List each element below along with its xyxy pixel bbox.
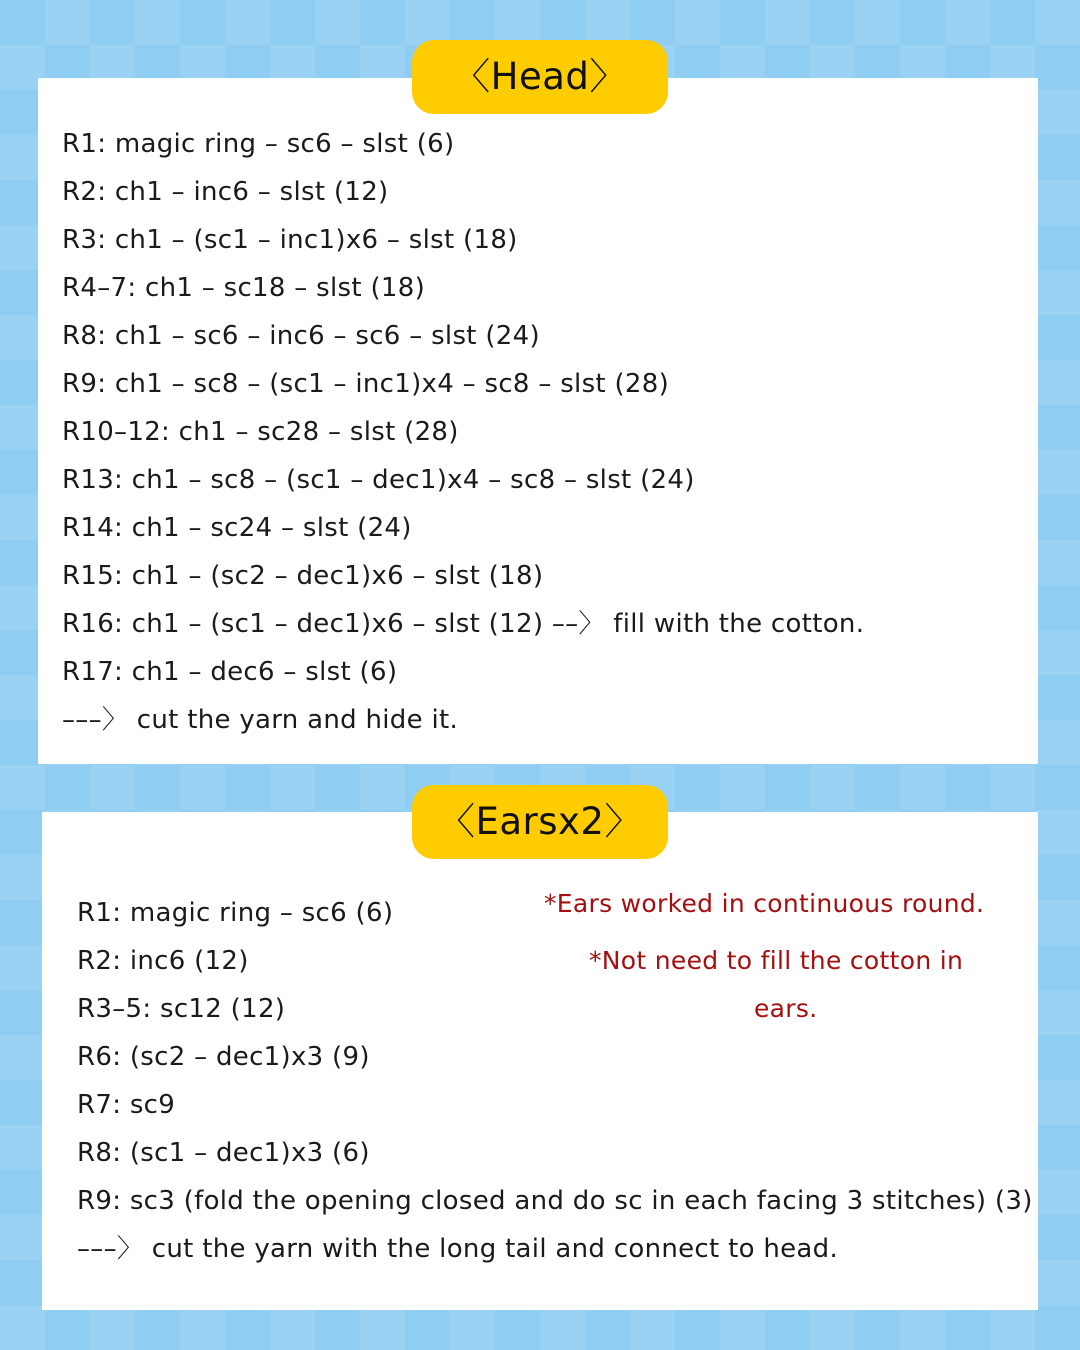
head-row: –––〉 cut the yarn and hide it. (62, 705, 459, 735)
head-row: R2: ch1 – inc6 – slst (12) (62, 177, 389, 207)
head-row: R8: ch1 – sc6 – inc6 – sc6 – slst (24) (62, 321, 540, 351)
ears-note: ears. (754, 994, 818, 1023)
head-row: R15: ch1 – (sc2 – dec1)x6 – slst (18) (62, 561, 544, 591)
head-section-title: 〈Head〉 (412, 40, 668, 114)
ears-section-title: 〈Earsx2〉 (412, 785, 668, 859)
ears-row: R1: magic ring – sc6 (6) (77, 898, 394, 928)
head-row: R14: ch1 – sc24 – slst (24) (62, 513, 412, 543)
ears-note: *Not need to fill the cotton in (589, 946, 964, 975)
ears-row: R6: (sc2 – dec1)x3 (9) (77, 1042, 370, 1072)
ears-row: R7: sc9 (77, 1090, 176, 1120)
head-row: R16: ch1 – (sc1 – dec1)x6 – slst (12) ––〉 fill with the cotton. (62, 609, 865, 639)
head-row: R4–7: ch1 – sc18 – slst (18) (62, 273, 426, 303)
head-row: R13: ch1 – sc8 – (sc1 – dec1)x4 – sc8 – slst (24) (62, 465, 695, 495)
ears-row: R9: sc3 (fold the opening closed and do sc in each facing 3 stitches) (3) (77, 1186, 1033, 1216)
ears-note: *Ears worked in continuous round. (544, 889, 985, 918)
head-row: R1: magic ring – sc6 – slst (6) (62, 129, 455, 159)
head-row: R17: ch1 – dec6 – slst (6) (62, 657, 398, 687)
ears-row: R3–5: sc12 (12) (77, 994, 286, 1024)
ears-row: R8: (sc1 – dec1)x3 (6) (77, 1138, 370, 1168)
head-row: R9: ch1 – sc8 – (sc1 – inc1)x4 – sc8 – slst (28) (62, 369, 670, 399)
head-row: R3: ch1 – (sc1 – inc1)x6 – slst (18) (62, 225, 518, 255)
head-row: R10–12: ch1 – sc28 – slst (28) (62, 417, 459, 447)
ears-row: R2: inc6 (12) (77, 946, 249, 976)
ears-row: –––〉 cut the yarn with the long tail and connect to head. (77, 1234, 839, 1264)
